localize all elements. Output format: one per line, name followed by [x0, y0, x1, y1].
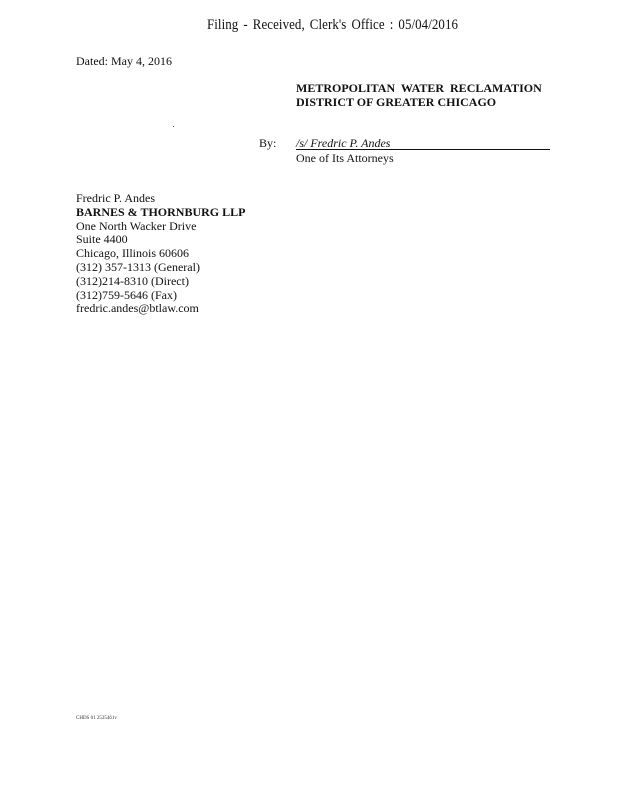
party-name-block: [296, 81, 542, 109]
counsel-name: Fredric P. Andes: [76, 191, 155, 205]
party-name-line-2: DISTRICT OF GREATER CHICAGO: [296, 95, 497, 109]
party-name-line-1: METROPOLITAN WATER RECLAMATION: [296, 81, 542, 95]
counsel-street: One North Wacker Drive: [76, 218, 197, 233]
by-label: By:: [259, 136, 277, 150]
counsel-fax: (312)759-5646 (Fax): [76, 287, 177, 302]
dated-line: Dated: May 4, 2016: [76, 54, 172, 68]
footer-doc-code: CHDS 01 2535461v: [76, 716, 117, 721]
filing-stamp: Filing - Received, Clerk's Office : 05/04/2016: [207, 17, 459, 33]
counsel-phone-general: (312) 357-1313 (General): [76, 259, 200, 274]
counsel-email: fredric.andes@btlaw.com: [76, 301, 199, 316]
counsel-city: Chicago, Illinois 60606: [76, 246, 189, 261]
counsel-address-block: [76, 192, 245, 316]
counsel-firm: BARNES & THORNBURG LLP: [76, 204, 246, 219]
counsel-suite: Suite 4400: [76, 232, 128, 247]
signature-line: [296, 136, 550, 150]
counsel-phone-direct: (312)214-8310 (Direct): [76, 273, 189, 288]
stray-mark: [173, 126, 174, 127]
signer-role: One of Its Attorneys: [296, 151, 394, 165]
signature-text: /s/ Fredric P. Andes: [296, 136, 391, 150]
